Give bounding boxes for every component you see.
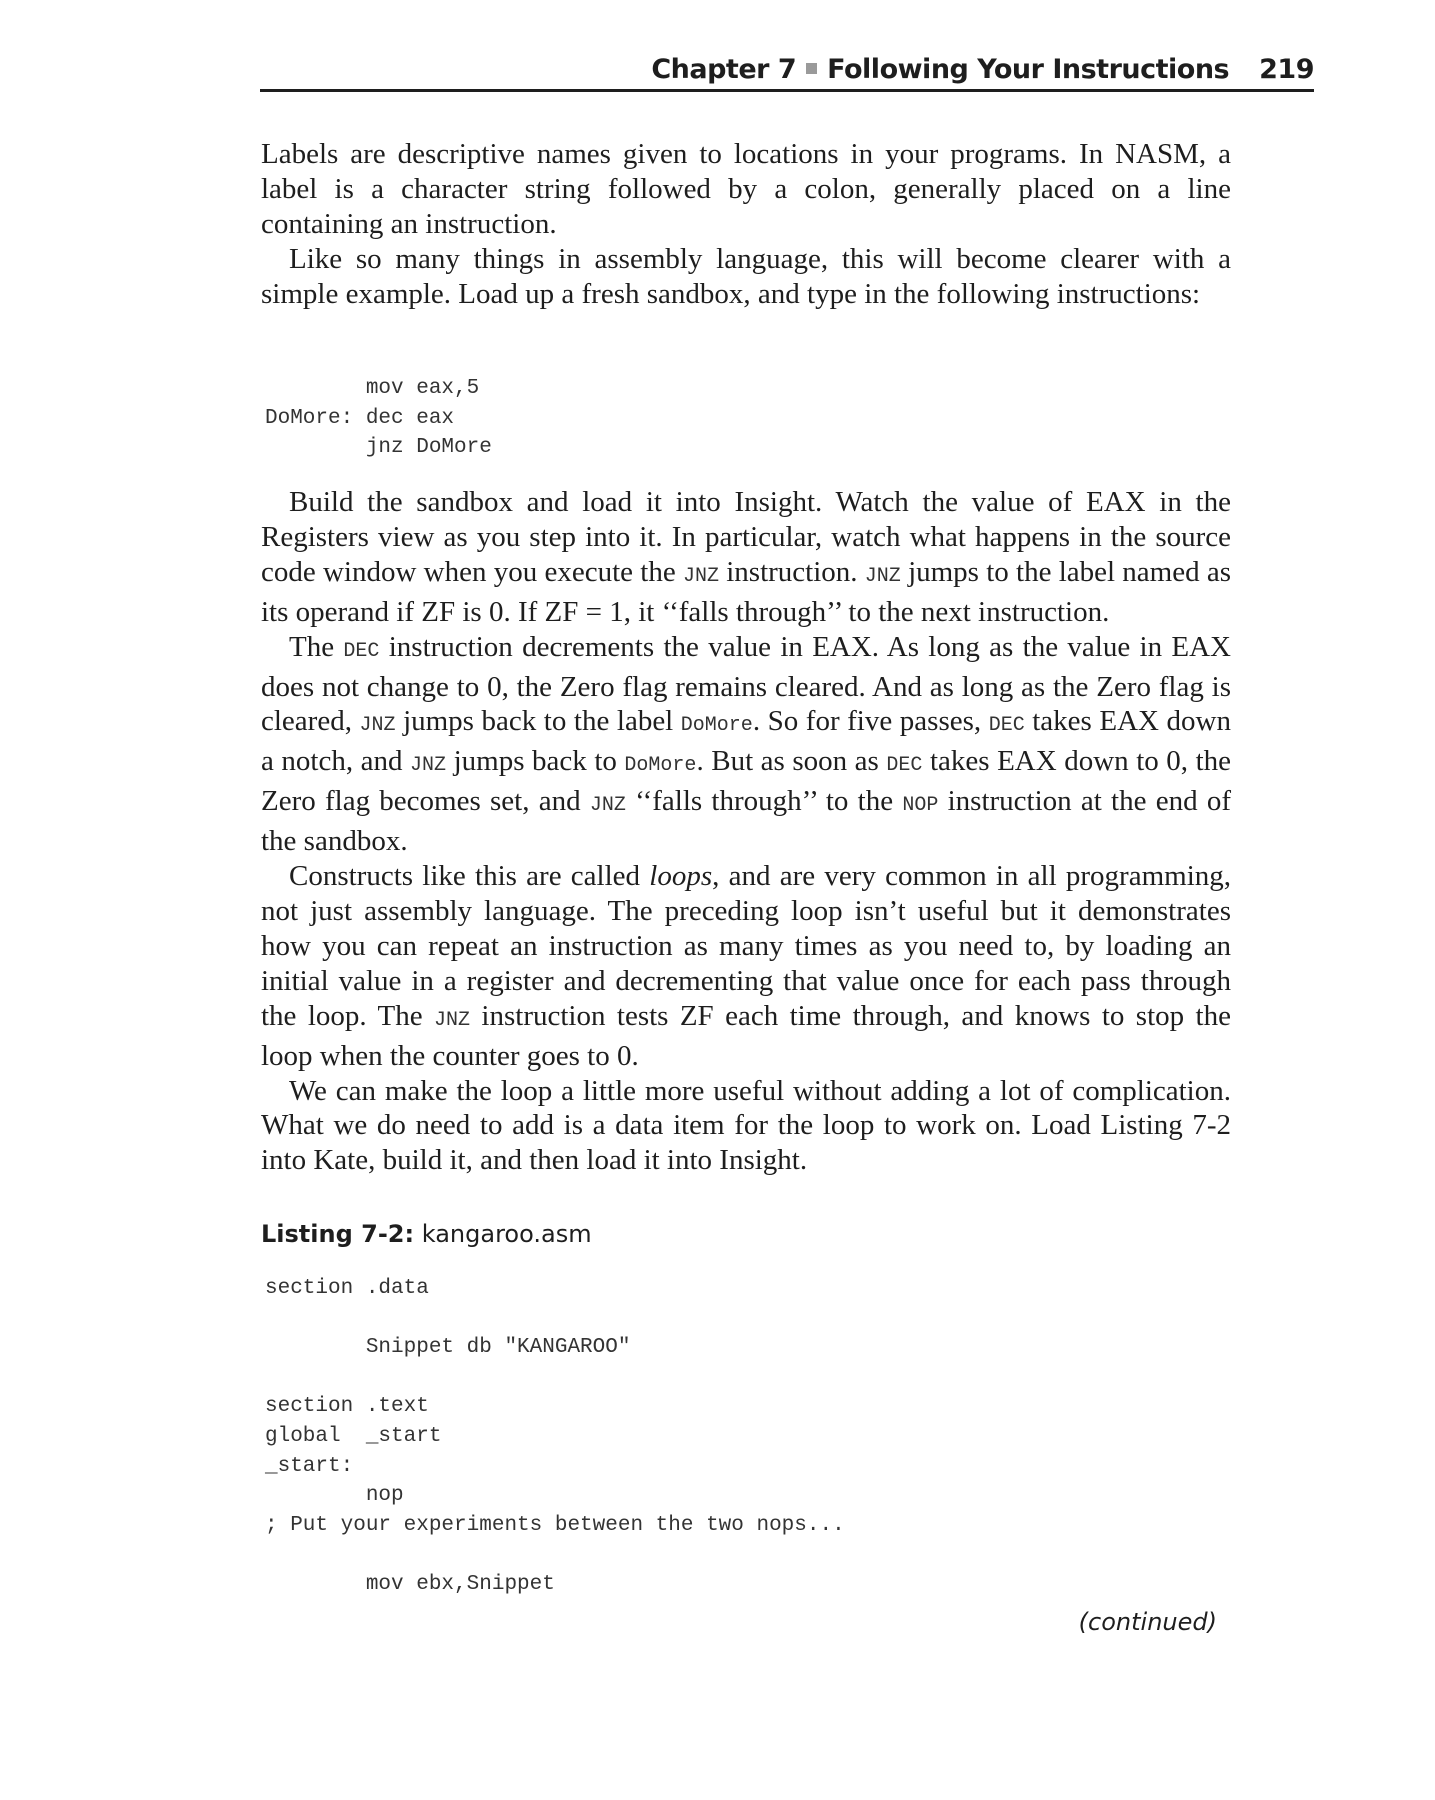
- paragraph-build-sandbox: Build the sandbox and load it into Insight. Watch the value of EAX in the Registers view as you step into it. In particular, watch what happens in the source code window when you execute the JNZ instruction. JNZ jumps to the label named as its operand if ZF is 0. If ZF = 1, it ‘‘falls through’’ to the next instruction.: [261, 486, 1232, 628]
- inline-code: JNZ: [434, 1008, 471, 1032]
- chapter-title: Following Your Instructions: [827, 54, 1230, 85]
- listing-filename: kangaroo.asm: [421, 1220, 592, 1248]
- listing-code-block: [265, 1274, 845, 1600]
- header-rule: [260, 89, 1314, 92]
- listing-label: Listing 7-2:: [261, 1220, 415, 1248]
- continued-note: (continued): [1078, 1608, 1217, 1636]
- intro-text: [261, 137, 1231, 312]
- paragraph-labels: Labels are descriptive names given to locations in your programs. In NASM, a label is a character string followed by a colon, generally placed on a line containing an instruction.: [261, 138, 1231, 240]
- listing-caption: [261, 1220, 592, 1248]
- code-line: section .data: [265, 1277, 429, 1300]
- page-number: 219: [1259, 54, 1314, 85]
- inline-code: JNZ: [589, 794, 626, 818]
- paragraph-loops: Constructs like this are called loops, and are very common in all programming, not just assembly language. The preceding loop isn’t useful but it demonstrates how you can repeat an instruction as many times as you need to, by loading an initial value in a register and decrementing that value once for each pass through the loop. The JNZ instruction tests ZF each time through, and knows to stop the loop when the counter goes to 0.: [261, 860, 1231, 1072]
- inline-code: NOP: [902, 794, 939, 818]
- inline-code: DEC: [886, 754, 923, 778]
- inline-code: JNZ: [359, 714, 396, 738]
- code-line: [265, 1363, 845, 1393]
- paragraph-dec-instruction: The DEC instruction decrements the value in EAX. As long as the value in EAX does not change to 0, the Zero flag remains cleared. And as long as the Zero flag is cleared, JNZ jumps back to the label DoMore. So for five passes, DEC takes EAX down a notch, and JNZ jumps back to DoMore. But as soon as DEC takes EAX down to 0, the Zero flag becomes set, and JNZ ‘‘falls through’’ to the NOP instruction at the end of the sandbox.: [261, 630, 1232, 858]
- code-line: _start:: [265, 1454, 354, 1478]
- paragraph-example-intro: Like so many things in assembly language, this will become clearer with a simple example. Load up a fresh sandbox, and type in the following instructions:: [261, 242, 1231, 310]
- inline-code: JNZ: [410, 754, 447, 778]
- code-line: jnz DoMore: [265, 436, 492, 460]
- inline-code: JNZ: [682, 564, 719, 588]
- code-line: DoMore: dec eax: [265, 406, 455, 430]
- emphasis: loops: [649, 860, 713, 893]
- header-text: [651, 54, 1314, 85]
- example-code-block: [265, 374, 492, 463]
- code-line: nop: [265, 1484, 404, 1508]
- main-text: [261, 485, 1231, 1178]
- code-line: Snippet db "KANGAROO": [265, 1336, 631, 1360]
- inline-code: DEC: [988, 714, 1025, 738]
- inline-code: DoMore: [624, 754, 697, 778]
- code-line: [265, 1304, 845, 1334]
- chapter-label: Chapter 7: [651, 54, 797, 85]
- paragraph-listing-intro: We can make the loop a little more useful without adding a lot of complication. What we do need to add is a data item for the loop to work on. Load Listing 7-2 into Kate, build it, and then load it into Insight.: [261, 1074, 1231, 1177]
- code-line: section .text: [265, 1395, 429, 1419]
- code-line: mov ebx,Snippet: [265, 1572, 555, 1596]
- code-line: global _start: [265, 1424, 442, 1448]
- code-line: ; Put your experiments between the two nops...: [265, 1513, 845, 1537]
- inline-code: DoMore: [680, 714, 753, 738]
- inline-code: JNZ: [864, 564, 901, 588]
- code-line: [265, 1540, 845, 1570]
- inline-code: DEC: [343, 639, 380, 663]
- running-header: [260, 52, 1314, 92]
- header-separator: [806, 63, 817, 74]
- code-line: mov eax,5: [265, 377, 480, 400]
